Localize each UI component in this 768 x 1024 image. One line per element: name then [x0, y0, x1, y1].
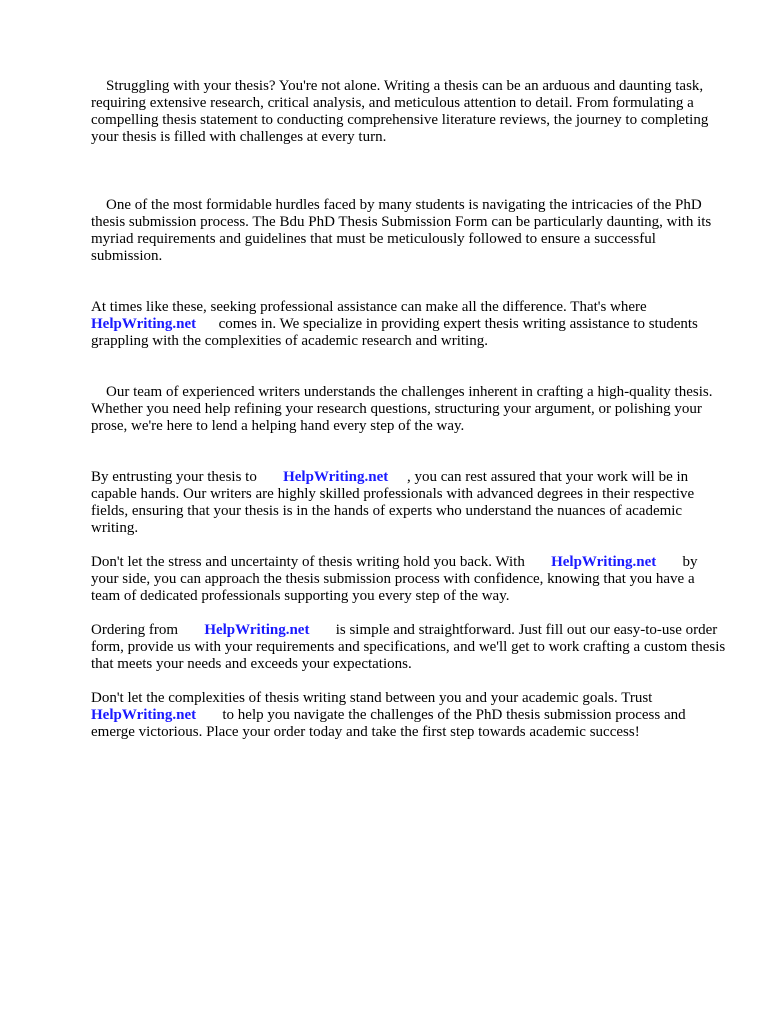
paragraph-ordering: [91, 622, 727, 673]
paragraph-intro: [91, 61, 727, 163]
paragraph-text: Ordering from: [91, 622, 205, 638]
paragraph-professional-assistance: [91, 299, 727, 350]
helpwriting-link[interactable]: HelpWriting.net: [283, 469, 389, 485]
paragraph-entrusting: [91, 469, 727, 537]
helpwriting-link[interactable]: HelpWriting.net: [91, 707, 197, 723]
paragraph-text: Struggling with your thesis? You're not alone. Writing a thesis can be an arduous and daunting task, requiring extensive research, critical analysis, and meticulous attention to detail. From formulating a compelling thesis statement to conducting comprehensive literature reviews, the journey to completing your thesis is filled with challenges at every turn.: [91, 78, 713, 145]
paragraph-experienced-writers: [91, 367, 727, 452]
paragraph-text: By entrusting your thesis to: [91, 469, 284, 485]
document-body: [91, 61, 727, 758]
paragraph-text: Don't let the complexities of thesis writing stand between you and your academic goals. Trust: [91, 690, 657, 706]
paragraph-text: At times like these, seeking professional assistance can make all the difference. That's where: [91, 299, 651, 315]
paragraph-text: to help you navigate the challenges of the PhD thesis submission process and emerge victorious. Place your order today and take the first step towards academic success!: [91, 707, 690, 740]
paragraph-closing: [91, 690, 727, 741]
paragraph-text: Our team of experienced writers understands the challenges inherent in crafting a high-quality thesis. Whether you need help refining your research questions, structuring your argument, or polishing your prose, we're here to lend a helping hand every step of the way.: [91, 384, 716, 434]
helpwriting-link[interactable]: HelpWriting.net: [91, 316, 197, 332]
paragraph-text: is simple and straightforward. Just fill out our easy-to-use order form, provide us with your requirements and specifications, and we'll get to work crafting a custom thesis that meets your needs and exceeds your expectations.: [91, 622, 729, 672]
paragraph-text: One of the most formidable hurdles faced by many students is navigating the intricacies of the PhD thesis submission process. The Bdu PhD Thesis Submission Form can be particularly daunting, with its myriad requirements and guidelines that must be meticulously followed to ensure a successful submission.: [91, 197, 716, 264]
paragraph-text: Don't let the stress and uncertainty of thesis writing hold you back. With: [91, 554, 552, 570]
paragraph-text: , you can rest assured that your work will be in capable hands. Our writers are highly skilled professionals with advanced degrees in their respective fields, ensuring that your thesis is in the hands of experts who understand the nuances of academic writing.: [91, 469, 698, 536]
paragraph-submission-hurdles: [91, 180, 727, 282]
paragraph-text: comes in. We specialize in providing expert thesis writing assistance to students grappling with the complexities of academic research and writing.: [91, 316, 702, 349]
helpwriting-link[interactable]: HelpWriting.net: [204, 622, 310, 638]
paragraph-text: by your side, you can approach the thesis submission process with confidence, knowing that you have a team of dedicated professionals supporting you every step of the way.: [91, 554, 702, 604]
paragraph-stress: [91, 554, 727, 605]
helpwriting-link[interactable]: HelpWriting.net: [551, 554, 657, 570]
